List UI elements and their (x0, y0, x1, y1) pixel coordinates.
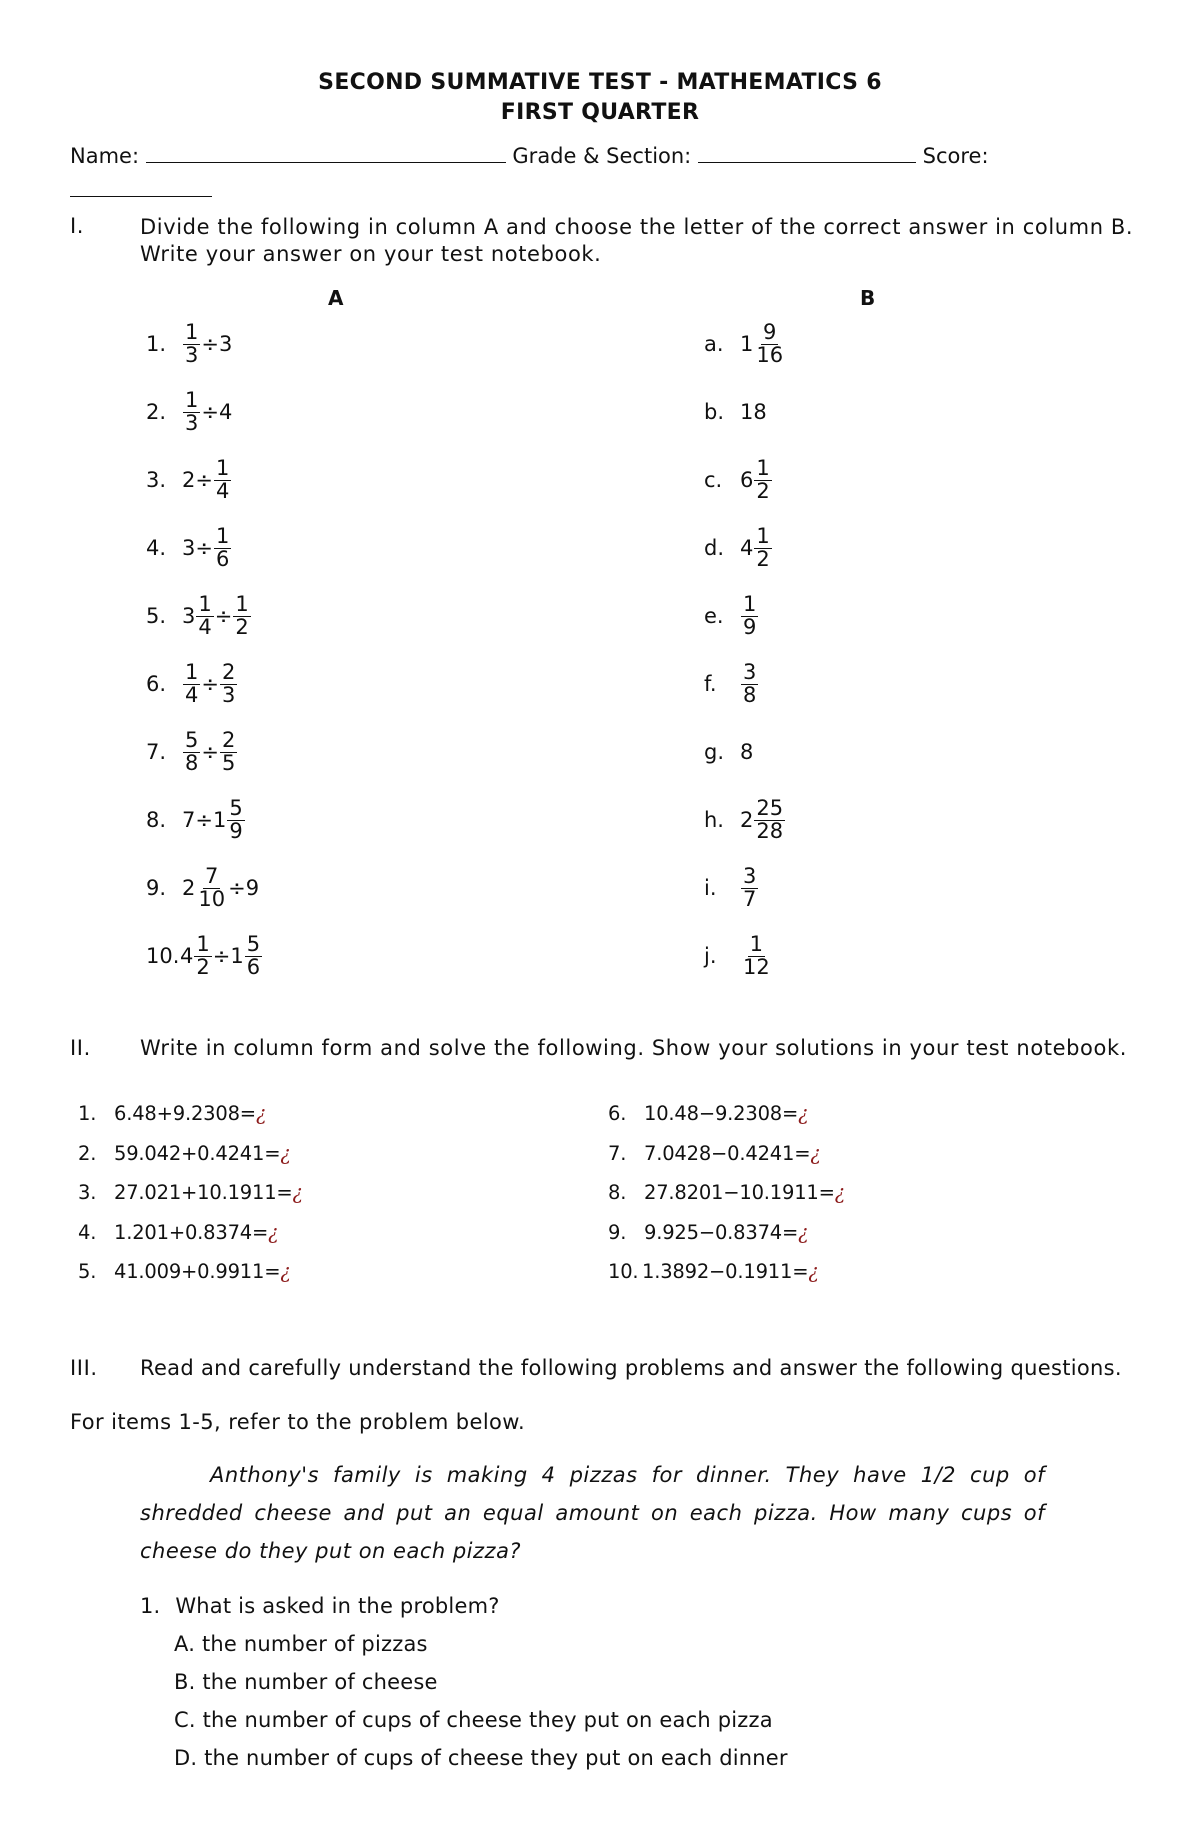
column-a-item (146, 854, 566, 922)
question-1-text: What is asked in the problem? (175, 1594, 500, 1618)
divide-sign: ÷ (201, 332, 219, 356)
option-value (740, 662, 759, 706)
option-letter: h. (704, 808, 724, 832)
option-value-numerator: 1 (756, 524, 770, 549)
decimal-problem (78, 1260, 558, 1300)
item-number: 5. (146, 604, 167, 628)
decimal-problem-number: 9. (608, 1220, 627, 1244)
column-b-option (704, 718, 1124, 786)
option-letter: g. (704, 740, 725, 764)
option-value-whole: 1 (740, 332, 754, 356)
name-blank[interactable] (146, 162, 506, 163)
answer-placeholder: ¿ (834, 1181, 846, 1204)
divisor-numerator: 2 (221, 728, 236, 753)
option-value-denominator: 2 (756, 546, 770, 571)
option-letter: i. (704, 876, 717, 900)
dividend-numerator: 7 (205, 864, 219, 889)
dividend-numerator: 5 (185, 728, 199, 753)
decimal-problem-number: 7. (608, 1141, 627, 1165)
decimal-problem (608, 1181, 1128, 1221)
dividend-numerator: 1 (198, 592, 212, 617)
part2-right-list (608, 1102, 1128, 1300)
divide-sign: ÷ (201, 400, 219, 424)
dividend-whole: 2 (182, 876, 196, 900)
option-value (740, 798, 786, 842)
option-value-denominator: 2 (756, 478, 770, 503)
dividend-fraction (183, 730, 200, 774)
option-value-denominator: 16 (756, 342, 784, 367)
answer-placeholder: ¿ (798, 1220, 809, 1244)
word-problem: Anthony's family is making 4 pizzas for dinner. They have 1/2 cup of shredded cheese and put an equal amount on each pizza. How many cups of cheese do they put on each pizza? (140, 1463, 1045, 1563)
decimal-problem-number: 2. (78, 1141, 97, 1165)
answer-placeholder: ¿ (280, 1260, 291, 1283)
decimal-problem-number: 3. (78, 1181, 97, 1204)
dividend-denominator: 10 (198, 886, 226, 911)
dividend-fraction (194, 934, 211, 978)
answer-placeholder: ¿ (810, 1141, 821, 1165)
answer-choice: A. the number of pizzas (174, 1632, 428, 1656)
decimal-expression: 59.042+0.4241= (114, 1141, 281, 1165)
divide-sign: ÷ (214, 604, 233, 628)
dividend (182, 536, 195, 560)
decimal-problem-number: 5. (78, 1260, 97, 1283)
option-value-number: 8 (740, 740, 754, 764)
option-value-fraction (741, 594, 758, 638)
option-value-fraction (754, 458, 771, 502)
divisor-denominator: 5 (221, 750, 236, 775)
divisor-denominator: 6 (215, 546, 230, 571)
answer-placeholder: ¿ (798, 1102, 809, 1125)
dividend-denominator: 4 (185, 682, 199, 707)
dividend-numerator: 1 (196, 932, 210, 957)
option-letter: d. (704, 536, 725, 560)
option-value (740, 322, 786, 366)
part3-instruction: Read and carefully understand the following problems and answer the following questions. (140, 1356, 1122, 1380)
decimal-problem-number: 4. (78, 1220, 97, 1244)
divisor-denominator: 2 (235, 614, 249, 639)
column-b-option (704, 378, 1124, 446)
answer-choice: B. the number of cheese (174, 1670, 438, 1694)
decimal-expression: 1.201+0.8374= (114, 1220, 269, 1244)
dividend (182, 662, 201, 706)
option-value-numerator: 25 (756, 796, 784, 821)
option-value-denominator: 7 (743, 886, 757, 911)
option-value-numerator: 9 (763, 320, 777, 345)
dividend-fraction (183, 322, 200, 366)
decimal-expression: 27.8201−10.1911= (644, 1181, 835, 1204)
answer-placeholder: ¿ (280, 1141, 291, 1165)
divisor-denominator: 4 (215, 478, 230, 503)
dividend-fraction (183, 662, 200, 706)
divisor-fraction (233, 594, 250, 638)
column-a-item (146, 446, 566, 514)
dividend-numerator: 1 (185, 660, 199, 685)
divide-sign: ÷ (201, 740, 219, 764)
divide-sign: ÷ (195, 808, 213, 832)
option-value-whole: 4 (740, 536, 754, 560)
divisor-fraction (220, 662, 237, 706)
decimal-expression: 10.48−9.2308= (644, 1102, 799, 1125)
column-a-item (146, 582, 566, 650)
column-b-option (704, 310, 1124, 378)
option-value (740, 934, 773, 978)
column-a-item (146, 718, 566, 786)
answer-placeholder: ¿ (255, 1102, 267, 1125)
option-value-fraction (754, 526, 771, 570)
decimal-problem (608, 1102, 1128, 1142)
column-a-item (146, 786, 566, 854)
column-a-item (146, 650, 566, 718)
test-title: SECOND SUMMATIVE TEST - MATHEMATICS 6 (318, 70, 882, 95)
divisor (213, 798, 246, 842)
item-number: 3. (146, 468, 167, 492)
divisor (219, 730, 238, 774)
part2-left-list (78, 1102, 558, 1300)
decimal-expression: 6.48+9.2308= (114, 1102, 256, 1125)
option-value-denominator: 9 (743, 614, 757, 639)
option-value-whole: 2 (740, 808, 754, 832)
divisor-number: 3 (218, 332, 233, 356)
divisor-numerator: 2 (221, 660, 236, 685)
option-value-numerator: 1 (749, 932, 764, 957)
dividend-whole: 3 (182, 604, 196, 628)
column-a-item (146, 310, 566, 378)
divisor-fraction (245, 934, 262, 978)
question-1-number: 1. (140, 1594, 161, 1618)
dividend-fraction (196, 866, 227, 910)
decimal-expression: 9.925−0.8374= (644, 1220, 799, 1244)
decimal-problem-number: 10. (608, 1260, 639, 1283)
name-label: Name: (70, 144, 140, 168)
option-value-fraction (741, 934, 772, 978)
column-b-option (704, 446, 1124, 514)
dividend (182, 322, 201, 366)
decimal-problem-number: 6. (608, 1102, 627, 1125)
divisor-number: 4 (218, 400, 233, 424)
dividend-fraction (183, 390, 200, 434)
dividend-numerator: 1 (185, 320, 199, 345)
decimal-problem (608, 1221, 1128, 1261)
option-value-fraction (741, 866, 758, 910)
dividend-denominator: 2 (196, 954, 210, 979)
decimal-problem-number: 1. (78, 1102, 97, 1125)
part1-instruction: Divide the following in column A and choose the letter of the correct answer in column B. Write your answer on your test notebook. (140, 215, 1134, 266)
divide-sign: ÷ (228, 876, 246, 900)
divisor (213, 458, 232, 502)
option-value (740, 458, 773, 502)
item-number: 2. (146, 400, 167, 424)
part3-roman: III. (70, 1356, 98, 1380)
dividend-denominator: 8 (185, 750, 199, 775)
dividend (182, 390, 201, 434)
answer-placeholder: ¿ (268, 1220, 279, 1244)
option-value-number: 18 (740, 400, 767, 424)
test-subtitle: FIRST QUARTER (500, 100, 700, 125)
divisor (230, 934, 263, 978)
column-a-heading: A (328, 286, 344, 310)
option-value-denominator: 12 (743, 954, 770, 979)
column-b-option (704, 854, 1124, 922)
part1-roman: I. (70, 214, 85, 238)
part3-refer-text: For items 1-5, refer to the problem below. (70, 1410, 526, 1434)
dividend (182, 468, 195, 492)
option-value-denominator: 8 (743, 682, 757, 707)
dividend-number: 3 (182, 536, 196, 560)
divisor (213, 526, 232, 570)
grade-label: Grade & Section: (512, 144, 692, 168)
dividend (182, 866, 228, 910)
divisor-numerator: 1 (215, 456, 230, 481)
decimal-expression: 27.021+10.1911= (114, 1181, 293, 1204)
dividend (182, 594, 215, 638)
answer-placeholder: ¿ (808, 1260, 819, 1283)
option-value-fraction (754, 798, 785, 842)
option-value (740, 740, 753, 764)
column-b-option (704, 514, 1124, 582)
divisor-fraction (214, 526, 231, 570)
dividend (180, 934, 213, 978)
score-label: Score: (922, 144, 989, 168)
column-a-item (146, 922, 566, 990)
option-value-numerator: 3 (743, 864, 757, 889)
divisor-numerator: 5 (229, 796, 243, 821)
option-value (740, 594, 759, 638)
option-value-fraction (741, 662, 758, 706)
decimal-problem (78, 1142, 558, 1182)
divisor (232, 594, 251, 638)
decimal-expression: 41.009+0.9911= (114, 1260, 281, 1283)
score-blank[interactable] (70, 196, 212, 197)
question-1-choices (174, 1632, 788, 1784)
item-number: 7. (146, 740, 167, 764)
divide-sign: ÷ (195, 536, 213, 560)
decimal-problem-number: 8. (608, 1181, 627, 1204)
divisor-whole: 1 (212, 808, 227, 832)
option-value-numerator: 1 (756, 456, 770, 481)
decimal-expression: 1.3892−0.1911= (642, 1260, 809, 1283)
item-number: 6. (146, 672, 167, 696)
option-value (740, 866, 759, 910)
column-b-option (704, 650, 1124, 718)
dividend-denominator: 3 (185, 410, 199, 435)
column-a-item (146, 378, 566, 446)
decimal-problem (608, 1260, 1128, 1300)
divisor-numerator: 1 (215, 524, 230, 549)
divisor-fraction (220, 730, 237, 774)
divisor (246, 876, 259, 900)
decimal-expression: 7.0428−0.4241= (644, 1141, 811, 1165)
option-letter: j. (704, 944, 717, 968)
item-number: 9. (146, 876, 167, 900)
decimal-problem (608, 1142, 1128, 1182)
dividend-number: 7 (182, 808, 196, 832)
option-value-whole: 6 (740, 468, 754, 492)
column-b-heading: B (860, 286, 876, 310)
dividend-number: 2 (182, 468, 196, 492)
option-value (740, 400, 767, 424)
answer-choice: D. the number of cups of cheese they put on each dinner (174, 1746, 788, 1770)
divisor-number: 9 (245, 876, 260, 900)
dividend-numerator: 1 (185, 388, 199, 413)
divisor-fraction (214, 458, 231, 502)
option-value (740, 526, 773, 570)
item-number: 4. (146, 536, 167, 560)
option-letter: a. (704, 332, 724, 356)
dividend-whole: 4 (180, 944, 194, 968)
divisor-denominator: 6 (246, 954, 261, 979)
dividend (182, 808, 195, 832)
column-b-option (704, 582, 1124, 650)
option-letter: f. (704, 672, 717, 696)
option-letter: b. (704, 400, 725, 424)
divide-sign: ÷ (201, 672, 219, 696)
decimal-problem (78, 1181, 558, 1221)
column-b-option (704, 922, 1124, 990)
option-letter: e. (704, 604, 724, 628)
option-value-denominator: 28 (756, 818, 784, 843)
grade-blank[interactable] (698, 162, 916, 163)
divisor-numerator: 5 (246, 932, 261, 957)
dividend-denominator: 3 (185, 342, 199, 367)
divisor (219, 332, 232, 356)
divisor-denominator: 3 (221, 682, 236, 707)
column-a-item (146, 514, 566, 582)
decimal-problem (78, 1102, 558, 1142)
part2-instruction: Write in column form and solve the following. Show your solutions in your test notebook. (140, 1036, 1127, 1060)
dividend (182, 730, 201, 774)
question-1 (140, 1594, 500, 1618)
divisor-numerator: 1 (235, 592, 249, 617)
answer-choice: C. the number of cups of cheese they put on each pizza (174, 1708, 773, 1732)
divide-sign: ÷ (195, 468, 213, 492)
option-value-numerator: 3 (743, 660, 757, 685)
dividend-denominator: 4 (198, 614, 212, 639)
item-number: 10. (146, 944, 180, 968)
item-number: 8. (146, 808, 167, 832)
decimal-problem (78, 1221, 558, 1261)
option-letter: c. (704, 468, 723, 492)
item-number: 1. (146, 332, 167, 356)
column-b-list (704, 310, 1124, 990)
answer-placeholder: ¿ (292, 1181, 303, 1204)
divisor (219, 400, 232, 424)
divisor (219, 662, 238, 706)
option-value-numerator: 1 (743, 592, 757, 617)
column-a-list (146, 310, 566, 990)
student-info-line (70, 144, 1150, 168)
dividend-fraction (196, 594, 213, 638)
divisor-denominator: 9 (229, 818, 243, 843)
part2-roman: II. (70, 1036, 91, 1060)
divide-sign: ÷ (212, 944, 231, 968)
option-value-fraction (754, 322, 785, 366)
column-b-option (704, 786, 1124, 854)
divisor-fraction (227, 798, 244, 842)
divisor-whole: 1 (230, 944, 244, 968)
